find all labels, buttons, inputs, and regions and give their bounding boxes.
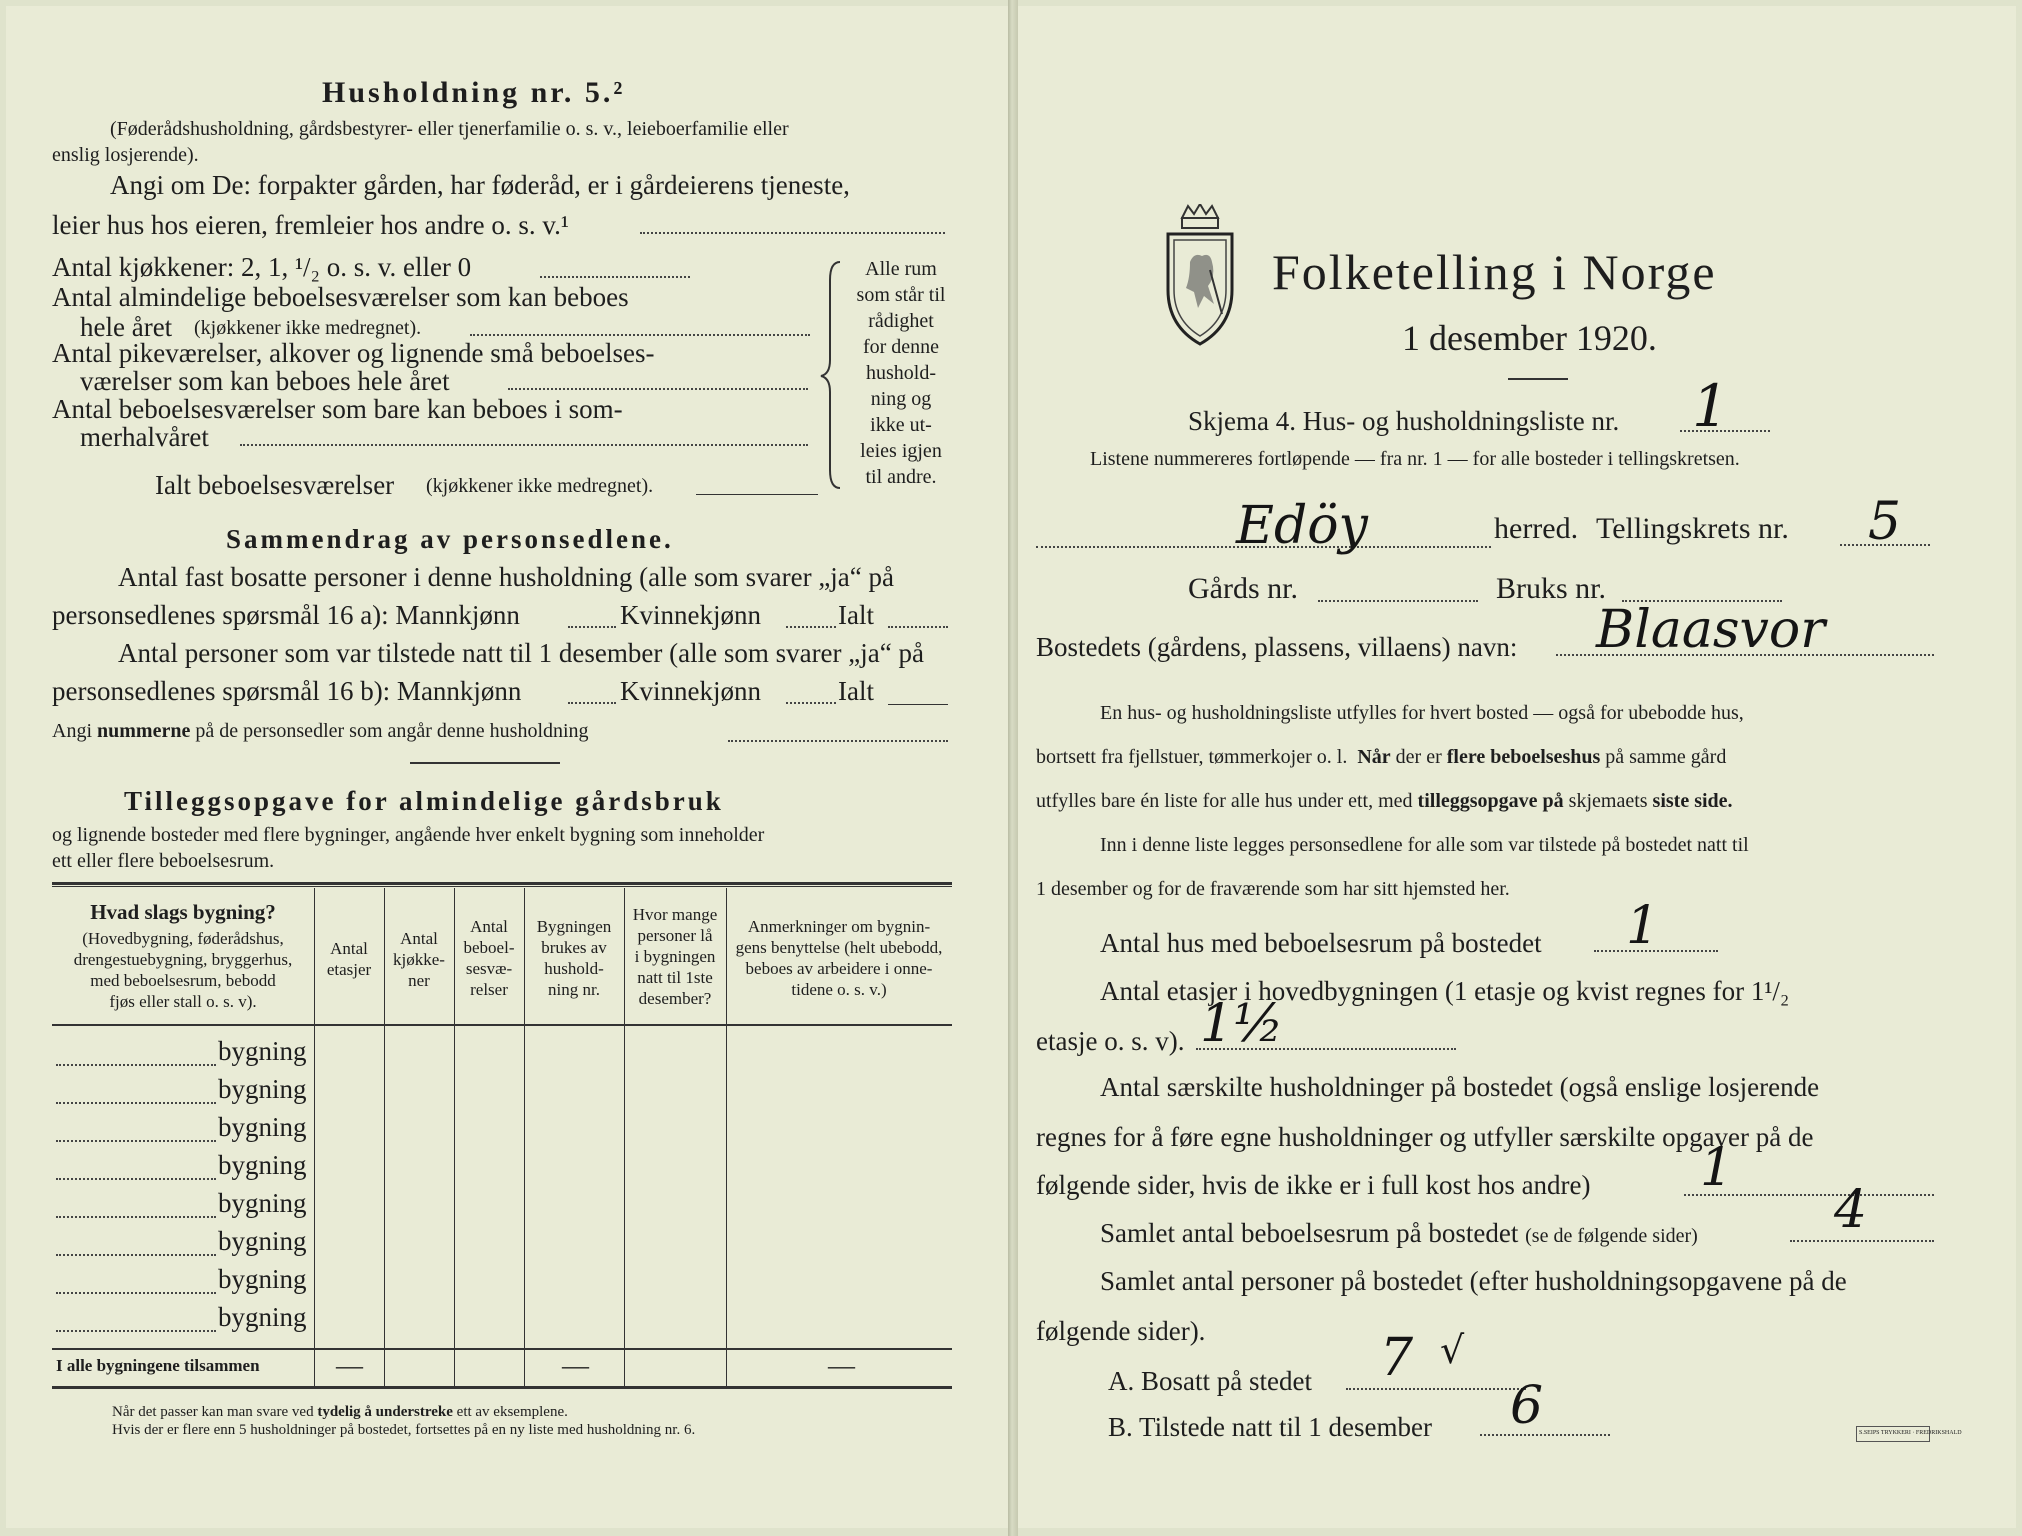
para1-l3a: utfylles bare én liste for alle hus under ett, med (1036, 790, 1413, 812)
row-dots (56, 1254, 216, 1256)
alm-label-2: hele året (80, 312, 173, 342)
sammendrag-p1-2: personsedlenes spørsmål 16 a): Mannkjønn (52, 600, 520, 630)
section-divider (410, 762, 560, 764)
rooms-brace (818, 260, 848, 490)
side-note-line: for denne (862, 336, 940, 358)
sammendrag-p1-ialt: Ialt (838, 600, 874, 630)
table-top-border-2 (52, 886, 952, 887)
col3-header-line: kjøkke- (393, 950, 445, 969)
side-note-line: som står til (856, 284, 946, 306)
col5-header-line: Bygningen (536, 917, 612, 936)
table-bottom-border (52, 1386, 952, 1389)
row-label: bygning (218, 1264, 307, 1294)
row-dots (56, 1292, 216, 1294)
col1-desc-line: fjøs eller stall o. s. v). (109, 992, 257, 1011)
para1-l2a: bortsett fra fjellstuer, tømmerkojer o. l. (1036, 746, 1348, 768)
side-note-line: rådighet (868, 310, 934, 332)
sommer-label-1: Antal beboelsesværelser som bare kan beboes i som- (52, 394, 623, 424)
col6-header-line: natt til 1ste (637, 968, 713, 987)
tellingskrets-label: Tellingskrets nr. (1596, 512, 1789, 545)
gards-line[interactable] (1318, 600, 1478, 602)
side-note-line: leies igjen (860, 440, 942, 462)
row-label: bygning (218, 1112, 307, 1142)
footnote-2: Hvis der er flere enn 5 husholdninger på bostedet, fortsettes på en ny liste med husholdning nr. 6. (112, 1422, 696, 1438)
para1-l2c: der er (1395, 746, 1442, 768)
col5-header-line: hushold- (544, 959, 604, 978)
para1-l3b: tilleggsopgave på (1417, 790, 1564, 812)
p2-ialt-line[interactable] (888, 704, 948, 705)
row-dots (56, 1330, 216, 1332)
p1-mann-line[interactable] (568, 626, 616, 628)
para1-l2d: flere beboelseshus (1446, 746, 1601, 768)
row-label: bygning (218, 1036, 307, 1066)
q-rum-a: Samlet antal beboelsesrum på bostedet (1100, 1218, 1519, 1248)
p2-mann-line[interactable] (568, 702, 616, 704)
q-rum-value: 4 (1834, 1180, 1868, 1240)
angi-nummerne (52, 720, 589, 743)
row-dots (56, 1216, 216, 1218)
table-top-border (52, 882, 952, 885)
bosted-value: Blaasvor (1596, 600, 1826, 660)
p1-kvinne-line[interactable] (786, 626, 836, 628)
q-hush-3: følgende sider, hvis de ikke er i full kost hos andre) (1036, 1170, 1591, 1200)
q-hus-label: Antal hus med beboelsesrum på bostedet (1100, 928, 1542, 958)
side-note-line: til andre. (865, 466, 937, 488)
col5-header-line: ning nr. (548, 980, 600, 999)
col4-header-line: beboel- (463, 938, 515, 957)
q-hush-1: Antal særskilte husholdninger på bostedet (også enslige losjerende (1100, 1072, 1820, 1102)
page-fold (1008, 0, 1018, 1536)
total-etasjer-mark: — (336, 1350, 363, 1380)
sommer-label-2: merhalvåret (80, 422, 209, 452)
kjokkener-label: Antal kjøkkener: 2, 1, ¹/₂ o. s. v. eller 0 (52, 252, 472, 282)
q-etasjer-1: Antal etasjer i hovedbygningen (1 etasje og kvist regnes for 1¹/₂ (1100, 976, 1790, 1006)
a-value: 7 (1380, 1328, 1414, 1388)
census-date: 1 desember 1920. (1402, 318, 1657, 358)
q-rum-b: (se de følgende sider) (1525, 1225, 1698, 1247)
a-line[interactable] (1346, 1388, 1526, 1390)
herred-label: herred. (1494, 512, 1579, 545)
para1-line3 (1036, 790, 1733, 813)
col7-header-line: gens benyttelse (helt ubebodd, (735, 938, 943, 957)
row-dots (56, 1064, 216, 1066)
col4-header-line: sesvæ- (465, 959, 513, 978)
q-etasjer-2: etasje o. s. v). (1036, 1026, 1185, 1056)
para1-line2 (1036, 746, 1726, 769)
row-dots (56, 1102, 216, 1104)
printer-stamp (1856, 1426, 1962, 1442)
a-label: A. Bosatt på stedet (1108, 1366, 1312, 1396)
q-hush-value: 1 (1700, 1138, 1734, 1198)
side-note-line: hushold- (866, 362, 936, 384)
row-dots (56, 1140, 216, 1142)
col1-desc-line: (Hovedbygning, føderådshus, (82, 929, 284, 948)
bruks-label: Bruks nr. (1496, 572, 1607, 605)
para1-l3d: siste side. (1652, 790, 1733, 812)
angi-line-1: Angi om De: forpakter gården, har føderåd, er i gårdeierens tjeneste, (110, 170, 850, 200)
p2-kvinne-line[interactable] (786, 702, 836, 704)
row-label: bygning (218, 1150, 307, 1180)
norway-coat-of-arms (1160, 204, 1240, 350)
household-intro-2: enslig losjerende). (52, 144, 199, 166)
col5-header (524, 916, 624, 1000)
sammendrag-p1-kvinne: Kvinnekjønn (620, 600, 761, 630)
total-label: I alle bygningene tilsammen (56, 1356, 260, 1375)
col7-header (726, 916, 952, 1000)
q-pers-1: Samlet antal personer på bostedet (efter husholdningsopgavene på de (1100, 1266, 1847, 1296)
listene-note: Listene nummereres fortløpende — fra nr. 1 — for alle bosteder i tellingskretsen. (1090, 448, 1740, 470)
col2-header-line: Antal (330, 939, 368, 958)
ialt-answer-line[interactable] (696, 494, 818, 495)
q-rum-line[interactable] (1790, 1240, 1934, 1242)
side-note (846, 256, 956, 490)
q-pers-2: følgende sider). (1036, 1316, 1206, 1346)
col7-header-line: beboes av arbeidere i onne- (745, 959, 933, 978)
col3-header-line: Antal (400, 929, 438, 948)
side-note-line: ning og (870, 388, 932, 410)
tillegg-title: Tilleggsopgave for almindelige gårdsbruk (124, 786, 724, 816)
sammendrag-p2-kvinne: Kvinnekjønn (620, 676, 761, 706)
para1-l3c: skjemaets (1568, 790, 1648, 812)
alm-label-2b: (kjøkkener ikke medregnet). (194, 317, 422, 339)
b-label: B. Tilstede natt til 1 desember (1108, 1412, 1432, 1442)
kjokkener-dots (540, 276, 690, 278)
table-header-border (52, 1024, 952, 1026)
col1-desc-line: drengestuebygning, bryggerhus, (73, 950, 293, 969)
main-title: Folketelling i Norge (1272, 244, 1717, 300)
b-value: 6 (1510, 1376, 1544, 1436)
bosted-label: Bostedets (gårdens, plassens, villaens) navn: (1036, 632, 1518, 662)
row-label: bygning (218, 1226, 307, 1256)
col1-title: Hvad slags bygning? (90, 900, 276, 924)
tillegg-sub-1: og lignende bosteder med flere bygninger, angående hver enkelt bygning som inneholder (52, 824, 765, 846)
q-hush-2: regnes for å føre egne husholdninger og utfyller særskilte opgaver på de (1036, 1122, 1814, 1152)
col7-header-line: tidene o. s. v.) (791, 980, 887, 999)
para1-line1: En hus- og husholdningsliste utfylles for hvert bosted — også for ubebodde hus, (1100, 702, 1744, 724)
footnote-1b: tydelig å understreke (317, 1404, 453, 1420)
alm-answer-line[interactable] (470, 334, 810, 336)
col4-header-line: relser (470, 980, 508, 999)
col7-header-line: Anmerkninger om bygnin- (747, 917, 931, 936)
col6-header-line: desember? (638, 989, 712, 1008)
col6-header-line: i bygningen (634, 947, 716, 966)
col6-header (624, 904, 726, 1009)
q-rum-label (1100, 1218, 1698, 1249)
q-hus-value: 1 (1626, 896, 1660, 956)
herred-value: Edöy (1236, 496, 1368, 556)
b-line[interactable] (1480, 1434, 1610, 1436)
para2-line1: Inn i denne liste legges personsedlene for alle som var tilstede på bostedet natt til (1100, 834, 1749, 856)
household-intro-1: (Føderådshusholdning, gårdsbestyrer- eller tjenerfamilie o. s. v., leieboerfamilie eller (110, 118, 789, 140)
col1-desc-line: med beboelsesrum, bebodd (90, 971, 276, 990)
side-note-line: Alle rum (865, 258, 937, 280)
tellingskrets-value: 5 (1868, 492, 1902, 552)
skjema-value: 1 (1692, 372, 1729, 440)
total-hushold-mark: — (562, 1350, 589, 1380)
sammendrag-title: Sammendrag av personsedlene. (226, 524, 674, 554)
col3-header-line: ner (408, 971, 430, 990)
footnote-1 (112, 1404, 568, 1421)
sammendrag-p2-1: Antal personer som var tilstede natt til 1 desember (alle som svarer „ja“ på (118, 638, 924, 668)
para1-l2e: på samme gård (1605, 746, 1727, 768)
title-rule (1508, 378, 1568, 380)
col5-header-line: brukes av (541, 938, 607, 957)
sammendrag-p2-2: personsedlenes spørsmål 16 b): Mannkjønn (52, 676, 522, 706)
sommer-answer-line[interactable] (240, 444, 808, 446)
pike-label-2: værelser som kan beboes hele året (80, 366, 450, 396)
gards-label: Gårds nr. (1188, 572, 1298, 605)
pike-answer-line[interactable] (508, 388, 808, 390)
p1-ialt-line[interactable] (888, 626, 948, 628)
a-checkmark: √ (1440, 1328, 1465, 1372)
ialt-label: Ialt beboelsesværelser (155, 470, 395, 500)
pike-label-1: Antal pikeværelser, alkover og lignende små beboelses- (52, 338, 655, 368)
angi-nummerne-b: nummerne (97, 720, 191, 742)
col4-header (454, 916, 524, 1000)
col3-header (384, 928, 454, 991)
side-note-line: ikke ut- (870, 414, 932, 436)
nummerne-line[interactable] (728, 740, 948, 742)
angi-nummerne-a: Angi (52, 720, 92, 742)
row-label: bygning (218, 1302, 307, 1332)
total-anm-mark: — (828, 1350, 855, 1380)
row-label: bygning (218, 1188, 307, 1218)
col4-header-line: Antal (470, 917, 508, 936)
para1-l2b: Når (1357, 746, 1391, 768)
angi-answer-line[interactable] (640, 232, 945, 234)
skjema-label: Skjema 4. Hus- og husholdningsliste nr. (1188, 406, 1620, 436)
row-label: bygning (218, 1074, 307, 1104)
col6-header-line: Hvor mange (632, 905, 718, 924)
q-etasjer-value: 1½ (1200, 994, 1284, 1054)
angi-line-2: leier hus hos eieren, fremleier hos andre o. s. v.¹ (52, 210, 569, 240)
tillegg-sub-2: ett eller flere beboelsesrum. (52, 850, 275, 872)
col2-header-line: etasjer (326, 960, 372, 979)
footnote-1a: Når det passer kan man svare ved (112, 1404, 314, 1420)
household-title: Husholdning nr. 5.² (322, 76, 626, 109)
table-total-border (52, 1348, 952, 1350)
col1-desc (52, 928, 314, 1012)
alm-label-1: Antal almindelige beboelsesværelser som kan beboes (52, 282, 629, 312)
printer-stamp-text: S.SEIPS TRYKKERI · FREDRIKSHALD (1859, 1430, 1962, 1436)
col6-header-line: personer lå (637, 926, 713, 945)
ialt-label-b: (kjøkkener ikke medregnet). (426, 475, 654, 497)
row-dots (56, 1178, 216, 1180)
footnote-1c: ett av eksemplene. (456, 1404, 568, 1420)
sammendrag-p1-1: Antal fast bosatte personer i denne husholdning (alle som svarer „ja“ på (118, 562, 894, 592)
col2-header (314, 938, 384, 980)
para2-line2: 1 desember og for de fraværende som har sitt hjemsted her. (1036, 878, 1510, 900)
angi-nummerne-c: på de personsedler som angår denne husholdning (195, 720, 589, 742)
sammendrag-p2-ialt: Ialt (838, 676, 874, 706)
